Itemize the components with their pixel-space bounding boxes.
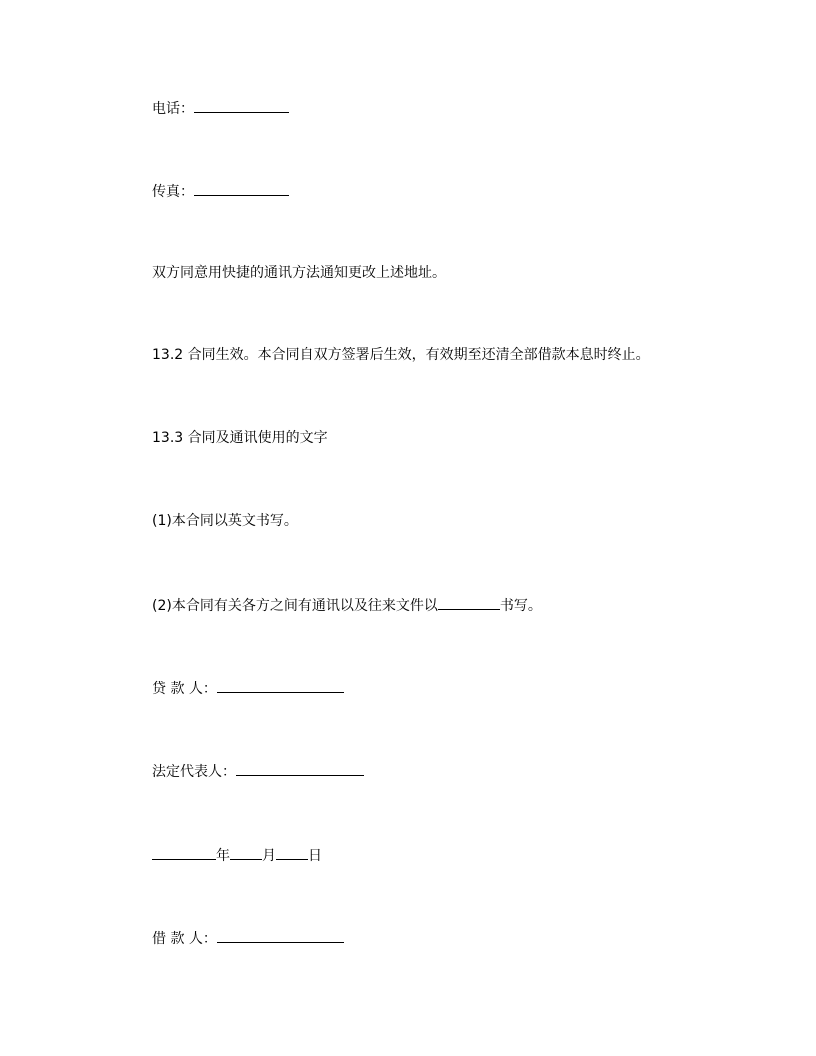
day-blank bbox=[276, 845, 308, 860]
lender-label: 贷 款 人： bbox=[152, 681, 217, 697]
phone-blank bbox=[194, 98, 289, 113]
phone-label: 电话： bbox=[152, 101, 194, 117]
lender-line bbox=[152, 678, 344, 698]
month-blank bbox=[230, 845, 262, 860]
clause-13-2-text: 13.2 合同生效。本合同自双方签署后生效，有效期至还清全部借款本息时终止。 bbox=[152, 347, 650, 363]
legal-rep-line bbox=[152, 761, 364, 781]
year-blank bbox=[152, 845, 216, 860]
legal-rep-label: 法定代表人： bbox=[152, 764, 236, 780]
month-label: 月 bbox=[262, 848, 276, 864]
year-label: 年 bbox=[216, 848, 230, 864]
item-2-line bbox=[152, 595, 542, 615]
clause-13-3 bbox=[152, 429, 328, 447]
notice-text: 双方同意用快捷的通讯方法通知更改上述地址。 bbox=[152, 265, 446, 281]
fax-blank bbox=[194, 181, 289, 196]
item-1-line bbox=[152, 512, 298, 530]
clause-13-3-text: 13.3 合同及通讯使用的文字 bbox=[152, 430, 328, 446]
language-blank bbox=[438, 595, 500, 610]
date-line bbox=[152, 845, 322, 865]
fax-line bbox=[152, 181, 289, 201]
fax-label: 传真： bbox=[152, 184, 194, 200]
borrower-label: 借 款 人： bbox=[152, 931, 217, 947]
legal-rep-blank bbox=[236, 761, 364, 776]
item-2-suffix: 书写。 bbox=[499, 598, 542, 614]
item-2-prefix: (2)本合同有关各方之间有通讯以及往来文件以 bbox=[152, 598, 438, 614]
borrower-blank bbox=[217, 928, 344, 943]
notice-line bbox=[152, 264, 446, 282]
item-1-text: (1)本合同以英文书写。 bbox=[152, 513, 298, 529]
day-label: 日 bbox=[308, 848, 322, 864]
clause-13-2 bbox=[152, 346, 650, 364]
phone-line bbox=[152, 98, 289, 118]
borrower-line bbox=[152, 928, 344, 948]
lender-blank bbox=[217, 678, 344, 693]
